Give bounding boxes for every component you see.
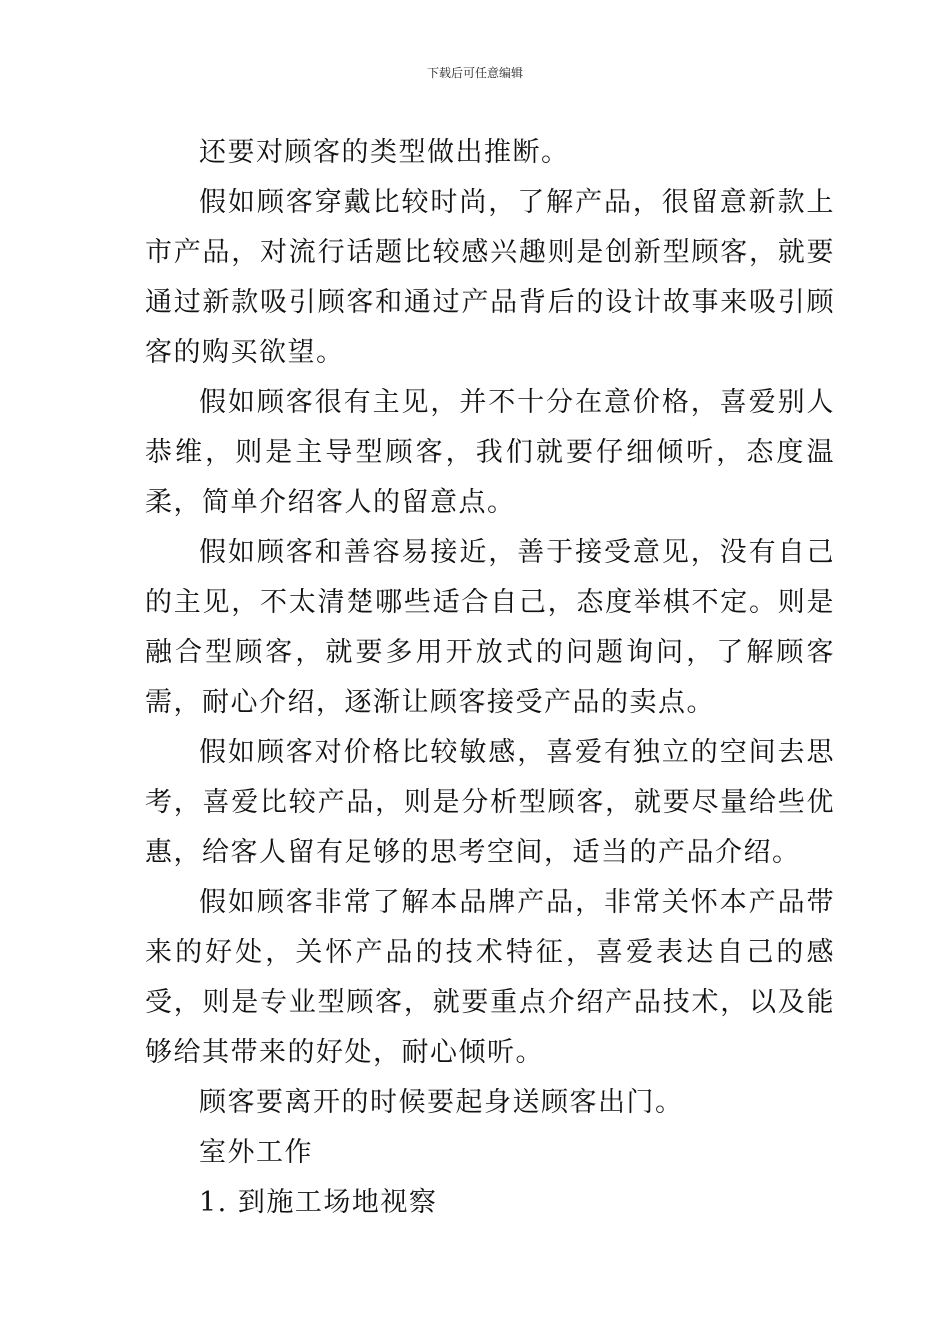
paragraph-2: 假如顾客穿戴比较时尚，了解产品，很留意新款上市产品，对流行话题比较感兴趣则是创新型顾客，就要通过新款吸引顾客和通过产品背后的设计故事来吸引顾客的购买欲望。	[145, 187, 835, 368]
page-header-note: 下载后可任意编辑	[426, 66, 523, 80]
paragraph-3: 假如顾客很有主见，并不十分在意价格，喜爱别人恭维，则是主导型顾客，我们就要仔细倾听，态度温柔，简单介绍客人的留意点。	[145, 387, 835, 518]
paragraph-6: 假如顾客非常了解本品牌产品，非常关怀本产品带来的好处，关怀产品的技术特征，喜爱表达自己的感受，则是专业型顾客，就要重点介绍产品技术，以及能够给其带来的好处，耐心倾听。	[145, 887, 835, 1068]
paragraph-1: 还要对顾客的类型做出推断。	[199, 137, 570, 168]
paragraph-4: 假如顾客和善容易接近，善于接受意见，没有自己的主见，不太清楚哪些适合自己，态度举棋不定。则是融合型顾客，就要多用开放式的问题询问，了解顾客需，耐心介绍，逐渐让顾客接受产品的卖点。	[145, 537, 835, 718]
paragraph-5: 假如顾客对价格比较敏感，喜爱有独立的空间去思考，喜爱比较产品，则是分析型顾客，就要尽量给些优惠，给客人留有足够的思考空间，适当的产品介绍。	[145, 737, 835, 868]
document-body	[145, 128, 835, 1228]
section-heading-outdoor-work: 室外工作	[199, 1137, 313, 1168]
list-item-1: 1. 到施工场地视察	[199, 1187, 438, 1218]
paragraph-7: 顾客要离开的时候要起身送顾客出门。	[199, 1087, 684, 1118]
